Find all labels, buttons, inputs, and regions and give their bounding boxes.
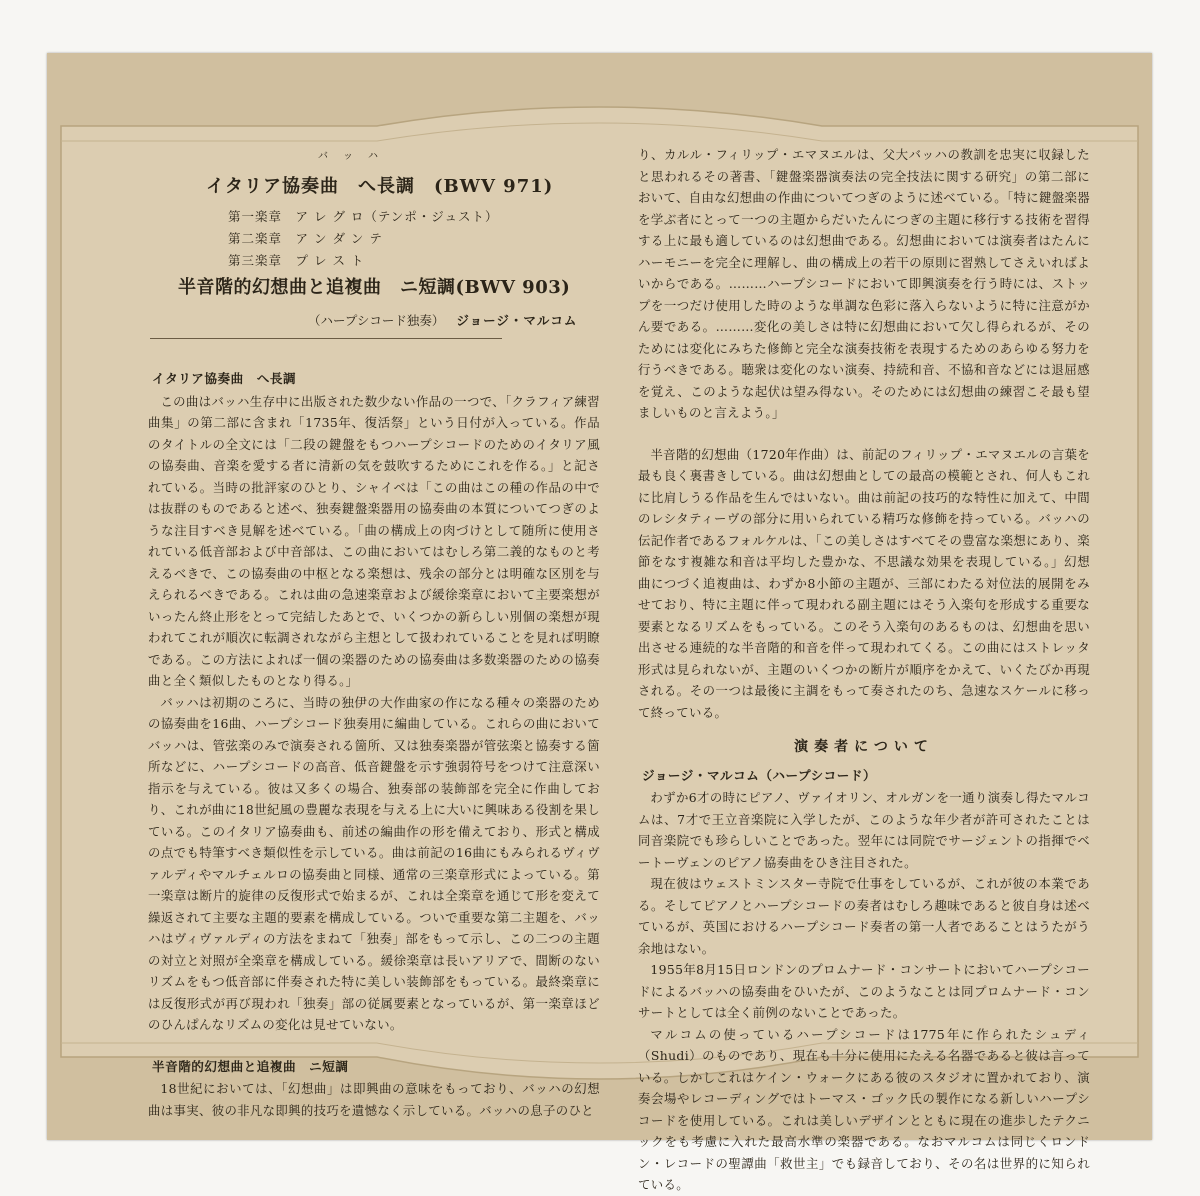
paragraph: 18世紀においては、「幻想曲」は即興曲の意味をもっており、バッハの幻想曲は事実、彼の非凡な即興的技巧を遺憾なく示している。バッハの息子のひと bbox=[148, 1081, 600, 1118]
paragraph: 1955年8月15日ロンドンのプロムナード・コンサートにおいてハープシコードによるバッハの協奏曲をひいたが、このようなことは同プロムナード・コンサートとしては全く前例のないことであった。 bbox=[638, 962, 1090, 1020]
paragraph: 現在彼はウェストミンスター寺院で仕事をしているが、これが彼の本業である。そしてピアノとハープシコードの奏者はむしろ趣味であると彼自身は述べているが、英国におけるハープシコード奏者の第一人者であることはうたがう余地はない。 bbox=[638, 876, 1090, 956]
movement-2: 第二楽章 ア ン ダ ン テ bbox=[228, 231, 383, 246]
movement-3: 第三楽章 プ レ ス ト bbox=[228, 253, 365, 268]
performer-line bbox=[308, 311, 577, 329]
instrument-label: （ハープシコード独奏） bbox=[308, 313, 445, 328]
paragraph: バッハは初期のころに、当時の独伊の大作曲家の作になる種々の楽器のための協奏曲を16曲、ハープシコード独奏用に編曲している。これらの曲においてバッハは、管弦楽のみで演奏される箇所、又は独奏楽器が管弦楽と協奏する箇所などに、ハープシコードの高音、低音鍵盤を示す強弱符号をつけて注意深い指示を与えている。彼は又多くの場合、独奏部の装飾部を完全に作曲しており、これが曲に18世紀風の豊麗な表現を与える上に大いに興味ある役割を果している。このイタリア協奏曲も、前述の編曲作の形を備えており、形式と構成の点でも特筆すべき類似性を示している。曲は前記の16曲にもみられるヴィヴァルディやマルチェルロの協奏曲と同様、通常の三楽章形式によっている。第一楽章は断片的旋律の反復形式で始まるが、これは全楽章を通じて形を変えて繰返されて主要な主題的要素を構成している。ついで重要な第二主題を、バッハはヴィヴァルディの方法をまねて「独奏」部をもって示し、この二つの主題の対立と対照が全楽章を構成している。緩徐楽章は長いアリアで、間断のないリズムをもつ低音部に伴奏された特に美しい装飾部をもっている。最終楽章には反復形式が再び現われ「独奏」部の従属要素となっているが、第一楽章ほどのひんぱんなリズムの変化は見せていない。 bbox=[148, 694, 600, 1032]
movement-1: 第一楽章 ア レ グ ロ（テンポ・ジュスト） bbox=[228, 209, 499, 224]
paragraph: この曲はバッハ生存中に出版された数少ない作品の一つで、「クラフィア練習曲集」の第二部に含まれ「1735年、復活祭」という日付が入っている。作品のタイトルの全文には「二段の鍵盤をもつハープシコードのためのイタリア風の協奏曲、音楽を愛する者に清新の気を鼓吹するためにこれを作る。」と記されている。当時の批評家のひとり、シャイベは「この曲はこの種の作品の中では抜群のものであると述べ、独奏鍵盤楽器用の協奏曲の本質についてつぎのような注目すべき見解を述べている。「曲の構成上の肉づけとして随所に使用されている低音部および中音部は、この曲においてはむしろ第二義的なものと考えるべきで、この協奏曲の中枢となる楽想は、残余の部分とは明確な区別を与えられるべきである。これは曲の急速楽章および緩徐楽章において主要楽想がいったん終止形をとって完結したあとで、いくつかの新らしい別個の楽想が現われてこれが順次に転調されながら主想として扱われていることを見れば明瞭である。この方法によれば一個の楽器のための協奏曲は多数楽器のための協奏曲と全く類似したものとなり得る。」 bbox=[148, 393, 600, 688]
paragraph: 半音階的幻想曲（1720年作曲）は、前記のフィリップ・エマヌエルの言葉を最も良く裏書きしている。曲は幻想曲としての最高の模範とされ、何人もこれに比肩しうる作品を生んではいない。曲は前記の技巧的な特性に加えて、中間のレシタティーヴの部分に用いられている精巧な修飾を持っている。バッハの伝記作者であるフォルケルは、「この美しさはすべてその豊富な楽想にあり、楽節をなす複雑な和音は平均した豊かな、不思議な効果を表現している。」幻想曲につづく追複曲は、わずか8小節の主題が、三部にわたる対位法的展開をみせており、特に主題に伴って現われる副主題にはそう入楽句を形成する重要な要素となるリズムをもっている。このそう入楽句のあるものは、幻想曲を思い出させる連続的な半音階的和音を伴って現われてくる。この曲にはストレッタ形式は見られないが、主題のいくつかの断片が順序をかえて、いくたびか再現される。その一つは最後に主調をもって奏されたのち、急速なスケールに移って終っている。 bbox=[638, 446, 1090, 720]
section-title-fantasia: 半音階的幻想曲と追複曲 ニ短調 bbox=[152, 1058, 349, 1074]
title-chromatic-fantasia: 半音階的幻想曲と追複曲 ニ短調(BWV 903) bbox=[178, 277, 571, 298]
title-italian-concerto: イタリア協奏曲 へ長調 (BWV 971) bbox=[206, 176, 554, 197]
performer-subheading: ジョージ・マルコム（ハープシコード） bbox=[642, 767, 877, 783]
paragraph: マルコムの使っているハープシコードは1775年に作られたシュディ（Shudi）のものであり、現在も十分に使用にたえる名器であると彼は言っている。しかしこれはケイン・ウォークにある彼のスタジオに置かれており、演奏会場やレコーディングではトーマス・ゴック氏の製作になる新しいハープシコードを使用している。これは美しいデザインとともに現在の進歩したテクニックをも考慮に入れた最高水準の楽器である。なおマルコムは同じくロンドン・レコードの聖譚曲「救世主」でも録音しており、その名は世界的に知られている。 bbox=[638, 1026, 1090, 1192]
performer-heading: 演奏者について bbox=[794, 739, 934, 755]
paragraph: わずか6才の時にピアノ、ヴァイオリン、オルガンを一通り演奏し得たマルコムは、7才で王立音楽院に入学したが、このような年少者が許可されたことは同音楽院でも珍らしいことであった。翌年には同院でサージェントの指揮でベートーヴェンのピアノ協奏曲をひき注目された。 bbox=[638, 790, 1090, 870]
paragraph: り、カルル・フィリップ・エマヌエルは、父大バッハの教訓を忠実に収録したと思われるその著書、「鍵盤楽器演奏法の完全技法に関する研究」の第二部において、自由な幻想曲の作曲についてつぎのように述べている。「特に鍵盤楽器を学ぶ者にとって一つの主題からだいたんにつぎの主題に移行する技術を習得する上に最も適しているのは幻想曲である。幻想曲においては演奏者はたんにハーモニーを完全に理解し、曲の構成上の若干の原則に習熟してさえいればよいからである。………ハープシコードにおいて即興演奏を行う時には、ストップを一つだけ使用した時のような単調な色彩に落入らないように特に注意がかん要である。………変化の美しさは特に幻想曲において欠し得られるが、そのためには変化にみちた修飾と完全な演奏技術を表現するためのあらゆる努力を行うべきである。聴衆は変化のない演奏、持続和音、不協和音などには退屈感を覚え、このような起伏は望み得ない。そのためには幻想曲の練習こそ最も望ましいものと言えよう。」 bbox=[638, 147, 1090, 420]
right-column bbox=[638, 144, 1090, 1196]
performer-name: ジョージ・マルコム bbox=[456, 313, 578, 328]
composer-ruby: バッハ bbox=[318, 151, 393, 162]
left-column bbox=[148, 368, 600, 1121]
section-title-italian: イタリア協奏曲 へ長調 bbox=[152, 371, 297, 386]
title-divider bbox=[150, 338, 502, 339]
